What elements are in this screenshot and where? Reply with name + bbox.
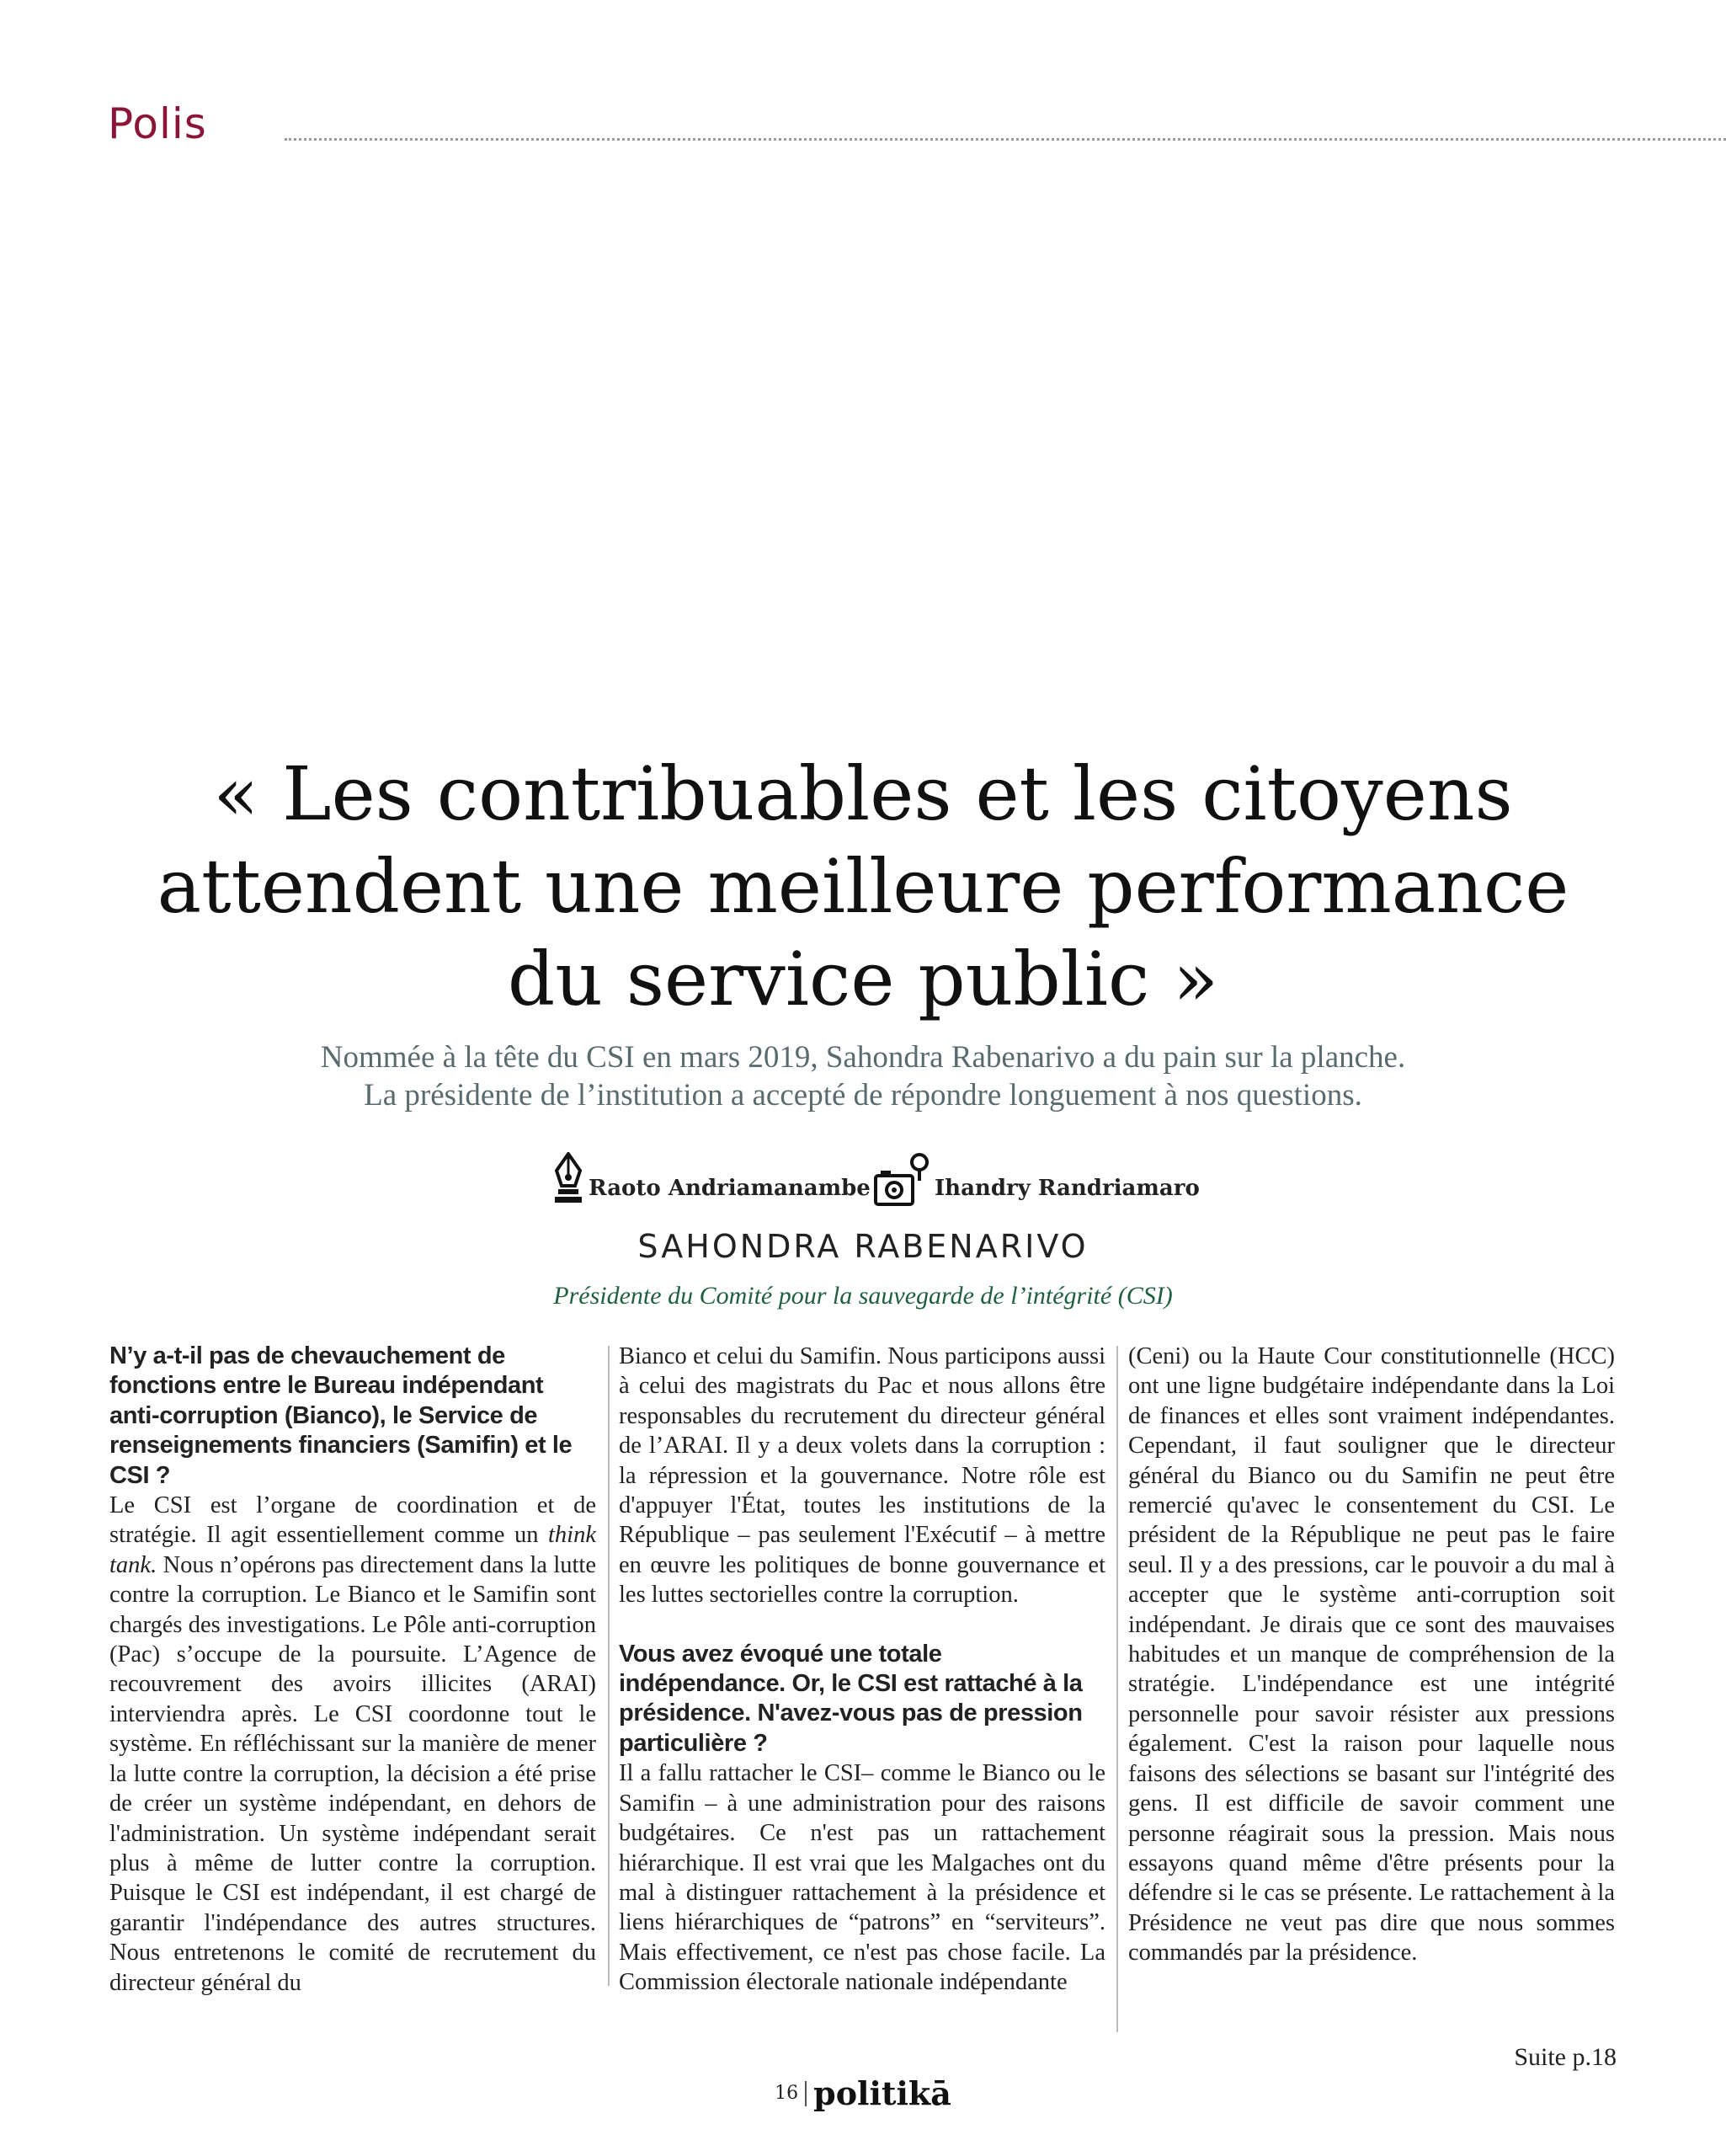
interview-answer: (Ceni) ou la Haute Cour constitutionnelle (HCC) ont une ligne budgétaire indépendante dans la Loi de finances et elles sont vraiment indépendantes. Cependant, il faut souligner que le directeur général du Bianco ou du Samifin ne peut être remercié qu'avec le consentement du CSI. Le président de la République ne peut pas le faire seul. Il y a des pressions, car le pouvoir a du mal à accepter que le système anti-corruption soit indépendant. Je dirais que ce sont des mauvaises habitudes et un manque de compréhension de la stratégie. L'indépendance est une intégrité personnelle pour savoir résister aux pressions également. C'est la raison pour laquelle nous faisons des sélections se basant sur l'intégrité des gens. Il est difficile de savoir comment une personne réagirait sous la pression. Mais nous essayons quand même d'être présents pour la défendre si le cas se présente. Le rattachement à la Présidence ne veut pas dire que nous sommes commandés par la présidence. <box>1128 1343 1615 1967</box>
interview-question: N’y a-t-il pas de chevauchement de fonctions entre le Bureau indépendant anti-corruption (Bianco), le Service de renseignements financiers (Samifin) et le CSI ? <box>109 1342 573 1489</box>
camera-icon <box>872 1152 933 1209</box>
interviewee-role: Présidente du Comité pour la sauvegarde de l’intégrité (CSI) <box>553 1282 1173 1310</box>
photographer-name: Ihandry Randriamaro <box>935 1176 1200 1201</box>
article-column-3 <box>1128 1342 1615 1968</box>
standfirst-line: La présidente de l’institution a accepté de répondre longuement à nos questions. <box>364 1078 1362 1113</box>
article-column-2 <box>619 1342 1105 1998</box>
magazine-logo: politikā <box>813 2074 951 2112</box>
answer-text: Nous n’opérons pas directement dans la lutte contre la corruption. Le Bianco et le Samifin sont chargés des investigations. Le Pôle anti-corruption (Pac) s’occupe de la poursuite. L’Agence de recouvrement des avoirs illicites (ARAI) interviendra après. Le CSI coordonne tout le système. En réfléchissant sur la manière de mener la lutte contre la corruption, la décision a été prise de créer un système indépendant, en dehors de l'administration. Un système indépendant serait plus à même de lutter contre la corruption. Puisque le CSI est indépendant, il est chargé de garantir l'indépendance des autres structures. Nous entretenons le comité de recrutement du directeur général du <box>109 1551 596 1996</box>
article-column-1 <box>109 1342 596 1998</box>
answer-italic-term: think tank. <box>109 1522 596 1578</box>
answer-text: Le CSI est l’organe de coordination et de stratégie. Il agit essentiellement comme un <box>109 1492 596 1549</box>
interview-answer: Il a fallu rattacher le CSI– comme le Bianco ou le Samifin – à une administration pour des raisons budgétaires. Ce n'est pas un rattachement hiérarchique. Il est vrai que les Malgaches ont du mal à distinguer rattachement à la présidence et liens hiérarchiques de “patrons” en “serviteurs”. Mais effectivement, ce n'est pas chose facile. La Commission électorale nationale indépendante <box>619 1760 1105 1996</box>
headline-line: du service public » <box>507 936 1219 1022</box>
headline-line: attendent une meilleure performance <box>157 843 1569 930</box>
column-divider <box>608 1346 610 1986</box>
column-divider <box>1116 1346 1118 2032</box>
headline-line: « Les contribuables et les citoyens <box>213 750 1513 837</box>
interview-answer: Bianco et celui du Samifin. Nous participons aussi à celui des magistrats du Pac et nous allons être responsables du recrutement du directeur général de l’ARAI. Il y a deux volets dans la corruption : la répression et la gouvernance. Notre rôle est d'appuyer l'État, toutes les institutions de la République – pas seulement l'Exécutif – à mettre en œuvre les politiques de bonne gouvernance et les luttes sectorielles contre la corruption. <box>619 1343 1105 1609</box>
footer-separator <box>805 2081 807 2106</box>
article-headline <box>84 748 1642 1026</box>
continued-link[interactable]: Suite p.18 <box>1514 2043 1617 2071</box>
page-footer <box>0 2074 1726 2112</box>
section-label: Polis <box>108 99 207 148</box>
page-number: 16 <box>775 2083 799 2104</box>
interview-question: Vous avez évoqué une totale indépendance. Or, le CSI est rattaché à la présidence. N'avez-vous pas de pression particulière ? <box>619 1640 1083 1757</box>
standfirst-line: Nommée à la tête du CSI en mars 2019, Sahondra Rabenarivo a du pain sur la planche. <box>320 1040 1406 1075</box>
interview-answer <box>109 1491 596 1998</box>
writer-name: Raoto Andriamanambe <box>589 1176 871 1201</box>
pen-nib-icon <box>551 1152 585 1204</box>
interviewee-name: SAHONDRA RABENARIVO <box>637 1228 1089 1265</box>
section-divider <box>285 138 1726 141</box>
article-standfirst <box>152 1038 1574 1114</box>
article-credits <box>0 1152 1726 1211</box>
